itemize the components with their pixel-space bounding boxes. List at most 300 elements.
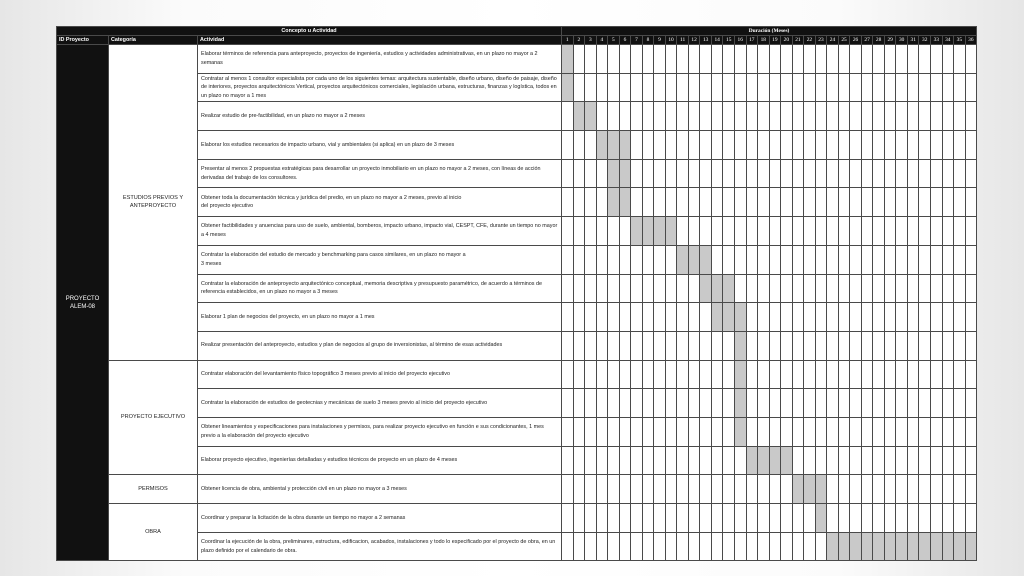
month-cell [861, 331, 873, 360]
month-cell [769, 188, 781, 217]
month-cell [954, 245, 966, 274]
activity-row [57, 475, 977, 504]
month-cell [665, 159, 677, 188]
month-cell [884, 274, 896, 303]
month-cell [827, 131, 839, 160]
month-header: 30 [896, 36, 908, 45]
month-cell [873, 331, 885, 360]
month-cell [677, 45, 689, 74]
month-cell [700, 188, 712, 217]
month-cell [861, 73, 873, 102]
duration-header: Duración (Meses) [562, 27, 977, 36]
month-cell [954, 274, 966, 303]
month-header: 3 [585, 36, 597, 45]
month-cell [965, 188, 977, 217]
month-header: 7 [631, 36, 643, 45]
activity-cell: Presentar al menos 2 propuestas estratégicas para desarrollar un proyecto inmobiliario en un plazo no mayor a 2 meses, con líneas de acción derivadas del trabajo de los consultores. [198, 159, 562, 188]
month-cell [884, 188, 896, 217]
month-cell [873, 45, 885, 74]
month-cell [827, 102, 839, 131]
month-cell [896, 446, 908, 475]
month-cell [711, 102, 723, 131]
activity-cell: Realizar presentación del anteproyecto, estudios y plan de negocios al grupo de inversionistas, al término de esas actividades [198, 331, 562, 360]
month-cell [608, 446, 620, 475]
gantt-bar-cell [792, 475, 804, 504]
month-cell [596, 245, 608, 274]
month-cell [838, 245, 850, 274]
month-cell [954, 73, 966, 102]
gantt-bar-cell [734, 303, 746, 332]
month-cell [896, 389, 908, 418]
month-cell [665, 73, 677, 102]
month-cell [815, 303, 827, 332]
month-cell [827, 504, 839, 533]
month-cell [873, 188, 885, 217]
month-cell [804, 217, 816, 246]
activity-cell: Contratar la elaboración de anteproyecto arquitectónico conceptual, memoria descriptiva y presupuesto paramétrico, de acuerdo a términos de referencia establecidos, en un plazo no mayor a 3 meses [198, 274, 562, 303]
month-cell [781, 159, 793, 188]
activity-row [57, 504, 977, 533]
month-cell [884, 417, 896, 446]
month-cell [631, 159, 643, 188]
activity-cell: Contratar la elaboración de estudios de geotecnias y mecánicas de suelo 3 meses previo al inicio del proyecto ejecutivo [198, 389, 562, 418]
month-cell [942, 389, 954, 418]
month-cell [585, 274, 597, 303]
month-cell [723, 159, 735, 188]
month-cell [781, 417, 793, 446]
activity-cell: Obtener licencia de obra, ambiental y protección civil en un plazo no mayor a 3 meses [198, 475, 562, 504]
month-cell [954, 188, 966, 217]
month-cell [608, 102, 620, 131]
month-cell [734, 446, 746, 475]
month-cell [827, 331, 839, 360]
month-cell [665, 360, 677, 389]
month-cell [573, 389, 585, 418]
month-cell [723, 504, 735, 533]
month-cell [654, 131, 666, 160]
category-column-header: Categoría [109, 36, 198, 45]
month-cell [734, 102, 746, 131]
month-cell [931, 102, 943, 131]
month-cell [746, 274, 758, 303]
month-cell [573, 331, 585, 360]
month-cell [700, 504, 712, 533]
month-cell [585, 475, 597, 504]
month-cell [573, 274, 585, 303]
gantt-bar-cell [608, 131, 620, 160]
month-cell [562, 131, 574, 160]
activity-cell: Contratar la elaboración del estudio de mercado y benchmarking para casos similares, en un plazo no mayor a 3 meses [198, 245, 562, 274]
month-cell [562, 389, 574, 418]
month-header: 22 [804, 36, 816, 45]
month-cell [734, 188, 746, 217]
month-cell [677, 475, 689, 504]
category-cell: PROYECTO EJECUTIVO [109, 360, 198, 475]
gantt-bar-cell [573, 102, 585, 131]
month-cell [619, 331, 631, 360]
month-cell [758, 159, 770, 188]
month-cell [815, 102, 827, 131]
month-cell [942, 217, 954, 246]
activity-cell: Contratar al menos 1 consultor especialista por cada uno de los siguientes temas: arquitectura sustentable, diseño urbano, diseño de paisaje, diseño de interiores, proyectos arquitectónicos Vertical, proyectos arquitectónicos comerciales, legislación urbana, estructuras, finanzas y logística, todos en un plazo no mayor a 1 mes [198, 73, 562, 102]
month-cell [665, 475, 677, 504]
month-cell [838, 131, 850, 160]
month-cell [562, 303, 574, 332]
month-cell [850, 446, 862, 475]
month-cell [931, 446, 943, 475]
month-cell [907, 102, 919, 131]
month-cell [942, 360, 954, 389]
month-cell [631, 446, 643, 475]
month-cell [792, 532, 804, 561]
gantt-bar-cell [861, 532, 873, 561]
gantt-bar-cell [942, 532, 954, 561]
month-cell [781, 360, 793, 389]
month-cell [711, 131, 723, 160]
month-cell [734, 217, 746, 246]
month-cell [573, 504, 585, 533]
gantt-bar-cell [746, 446, 758, 475]
gantt-bar-cell [619, 159, 631, 188]
month-cell [665, 446, 677, 475]
gantt-bar-cell [654, 217, 666, 246]
month-cell [815, 217, 827, 246]
month-cell [677, 131, 689, 160]
month-cell [711, 389, 723, 418]
month-cell [850, 188, 862, 217]
month-cell [931, 331, 943, 360]
month-cell [815, 188, 827, 217]
month-cell [562, 475, 574, 504]
month-cell [769, 274, 781, 303]
month-cell [769, 475, 781, 504]
month-cell [942, 245, 954, 274]
month-cell [665, 102, 677, 131]
month-cell [838, 217, 850, 246]
month-cell [884, 331, 896, 360]
month-cell [907, 360, 919, 389]
gantt-bar-cell [907, 532, 919, 561]
month-cell [723, 331, 735, 360]
month-cell [804, 245, 816, 274]
month-cell [562, 159, 574, 188]
gantt-bar-cell [711, 274, 723, 303]
month-cell [815, 417, 827, 446]
month-cell [562, 504, 574, 533]
month-cell [585, 217, 597, 246]
month-cell [677, 532, 689, 561]
month-cell [723, 532, 735, 561]
month-cell [931, 73, 943, 102]
month-cell [700, 102, 712, 131]
month-cell [677, 331, 689, 360]
month-header: 18 [758, 36, 770, 45]
month-cell [677, 274, 689, 303]
month-cell [723, 245, 735, 274]
month-header: 21 [792, 36, 804, 45]
month-cell [954, 131, 966, 160]
month-cell [919, 417, 931, 446]
month-cell [942, 188, 954, 217]
month-cell [781, 73, 793, 102]
month-cell [688, 303, 700, 332]
month-cell [688, 475, 700, 504]
month-cell [965, 331, 977, 360]
activity-cell: Obtener toda la documentación técnica y jurídica del predio, en un plazo no mayor a 2 meses, previo al inicio del proyecto ejecutivo [198, 188, 562, 217]
gantt-bar-cell [838, 532, 850, 561]
gantt-bar-cell [850, 532, 862, 561]
month-cell [723, 389, 735, 418]
month-cell [573, 475, 585, 504]
month-cell [734, 45, 746, 74]
month-cell [654, 102, 666, 131]
month-header: 16 [734, 36, 746, 45]
month-cell [861, 360, 873, 389]
month-cell [850, 475, 862, 504]
activity-row [57, 360, 977, 389]
month-cell [677, 188, 689, 217]
month-cell [665, 389, 677, 418]
month-cell [711, 188, 723, 217]
month-cell [562, 446, 574, 475]
month-cell [884, 475, 896, 504]
month-cell [815, 45, 827, 74]
month-cell [631, 504, 643, 533]
month-cell [688, 274, 700, 303]
month-header: 4 [596, 36, 608, 45]
month-cell [931, 274, 943, 303]
month-cell [954, 389, 966, 418]
month-cell [758, 532, 770, 561]
month-cell [827, 417, 839, 446]
month-cell [608, 417, 620, 446]
month-cell [723, 73, 735, 102]
month-cell [711, 45, 723, 74]
month-cell [573, 188, 585, 217]
month-cell [758, 417, 770, 446]
month-cell [688, 532, 700, 561]
month-cell [596, 389, 608, 418]
month-cell [769, 159, 781, 188]
activity-cell: Elaborar 1 plan de negocios del proyecto, en un plazo no mayor a 1 mes [198, 303, 562, 332]
month-cell [746, 360, 758, 389]
month-cell [850, 504, 862, 533]
month-cell [965, 274, 977, 303]
month-cell [861, 159, 873, 188]
month-cell [907, 303, 919, 332]
month-cell [758, 131, 770, 160]
month-cell [792, 303, 804, 332]
month-cell [815, 131, 827, 160]
month-cell [769, 73, 781, 102]
month-cell [573, 159, 585, 188]
month-cell [792, 360, 804, 389]
month-cell [792, 389, 804, 418]
month-cell [907, 446, 919, 475]
month-cell [642, 331, 654, 360]
month-cell [781, 245, 793, 274]
month-cell [861, 245, 873, 274]
activity-cell: Coordinar la ejecución de la obra, preliminares, estructura, edificacion, acabados, instalaciones y todo lo especificado por el proyecto de obra, en un plazo definido por el calendario de obra. [198, 532, 562, 561]
month-cell [665, 188, 677, 217]
month-cell [873, 504, 885, 533]
month-cell [608, 389, 620, 418]
month-cell [665, 331, 677, 360]
month-cell [596, 45, 608, 74]
month-cell [700, 159, 712, 188]
month-cell [734, 475, 746, 504]
month-cell [838, 188, 850, 217]
month-cell [838, 389, 850, 418]
month-cell [861, 217, 873, 246]
month-cell [631, 131, 643, 160]
month-cell [562, 245, 574, 274]
month-cell [688, 417, 700, 446]
month-cell [884, 217, 896, 246]
gantt-bar-cell [815, 475, 827, 504]
month-cell [896, 360, 908, 389]
concept-header: Concepto u Actividad [57, 27, 562, 36]
month-cell [619, 532, 631, 561]
month-cell [804, 188, 816, 217]
month-cell [746, 417, 758, 446]
month-header: 36 [965, 36, 977, 45]
month-cell [792, 331, 804, 360]
month-cell [815, 274, 827, 303]
month-cell [861, 45, 873, 74]
month-cell [608, 45, 620, 74]
month-cell [804, 73, 816, 102]
month-cell [585, 73, 597, 102]
month-cell [861, 131, 873, 160]
month-cell [723, 446, 735, 475]
month-cell [654, 188, 666, 217]
month-cell [642, 417, 654, 446]
month-cell [608, 245, 620, 274]
month-cell [665, 245, 677, 274]
month-cell [931, 417, 943, 446]
month-cell [792, 102, 804, 131]
month-cell [919, 360, 931, 389]
month-cell [585, 303, 597, 332]
month-header: 17 [746, 36, 758, 45]
month-cell [562, 331, 574, 360]
month-cell [838, 504, 850, 533]
activity-cell: Elaborar términos de referencia para anteproyecto, proyectos de ingeniería, estudios y actividades administrativas, en un plazo no mayor a 2 semanas [198, 45, 562, 74]
gantt-bar-cell [631, 217, 643, 246]
month-cell [954, 102, 966, 131]
month-cell [654, 475, 666, 504]
month-header: 19 [769, 36, 781, 45]
month-cell [631, 45, 643, 74]
month-cell [608, 331, 620, 360]
month-cell [907, 245, 919, 274]
month-cell [688, 331, 700, 360]
month-cell [954, 446, 966, 475]
month-cell [884, 446, 896, 475]
month-cell [850, 274, 862, 303]
month-cell [884, 102, 896, 131]
month-cell [723, 360, 735, 389]
month-cell [585, 331, 597, 360]
month-cell [562, 532, 574, 561]
gantt-bar-cell [931, 532, 943, 561]
gantt-bar-cell [954, 532, 966, 561]
gantt-bar-cell [965, 532, 977, 561]
month-cell [861, 274, 873, 303]
month-cell [850, 331, 862, 360]
activity-cell: Elaborar los estudios necesarios de impacto urbano, vial y ambientales (si aplica) en un plazo de 3 meses [198, 131, 562, 160]
month-cell [769, 45, 781, 74]
month-cell [631, 188, 643, 217]
month-cell [700, 331, 712, 360]
month-cell [884, 360, 896, 389]
month-cell [850, 389, 862, 418]
month-cell [619, 102, 631, 131]
month-cell [827, 73, 839, 102]
month-cell [838, 446, 850, 475]
month-cell [896, 188, 908, 217]
month-cell [931, 188, 943, 217]
gantt-bar-cell [596, 131, 608, 160]
activity-row [57, 45, 977, 74]
month-cell [907, 504, 919, 533]
month-cell [654, 274, 666, 303]
month-cell [585, 131, 597, 160]
month-cell [642, 532, 654, 561]
month-cell [734, 274, 746, 303]
month-cell [758, 73, 770, 102]
month-cell [734, 159, 746, 188]
month-cell [907, 475, 919, 504]
month-cell [942, 504, 954, 533]
month-cell [562, 417, 574, 446]
month-cell [769, 217, 781, 246]
month-cell [919, 446, 931, 475]
month-cell [769, 504, 781, 533]
month-cell [781, 217, 793, 246]
month-cell [758, 274, 770, 303]
month-cell [608, 303, 620, 332]
month-cell [769, 360, 781, 389]
month-cell [734, 245, 746, 274]
month-cell [711, 532, 723, 561]
month-cell [585, 446, 597, 475]
month-cell [827, 159, 839, 188]
month-cell [884, 389, 896, 418]
month-cell [815, 331, 827, 360]
gantt-bar-cell [562, 73, 574, 102]
month-cell [746, 389, 758, 418]
month-cell [654, 331, 666, 360]
gantt-bar-cell [608, 159, 620, 188]
month-cell [907, 45, 919, 74]
month-cell [642, 389, 654, 418]
month-header: 25 [838, 36, 850, 45]
month-cell [804, 532, 816, 561]
month-cell [792, 131, 804, 160]
month-cell [873, 217, 885, 246]
month-cell [827, 274, 839, 303]
month-cell [619, 245, 631, 274]
month-cell [804, 303, 816, 332]
month-cell [861, 475, 873, 504]
month-cell [896, 274, 908, 303]
month-cell [954, 475, 966, 504]
month-cell [919, 73, 931, 102]
month-cell [723, 102, 735, 131]
month-cell [562, 102, 574, 131]
